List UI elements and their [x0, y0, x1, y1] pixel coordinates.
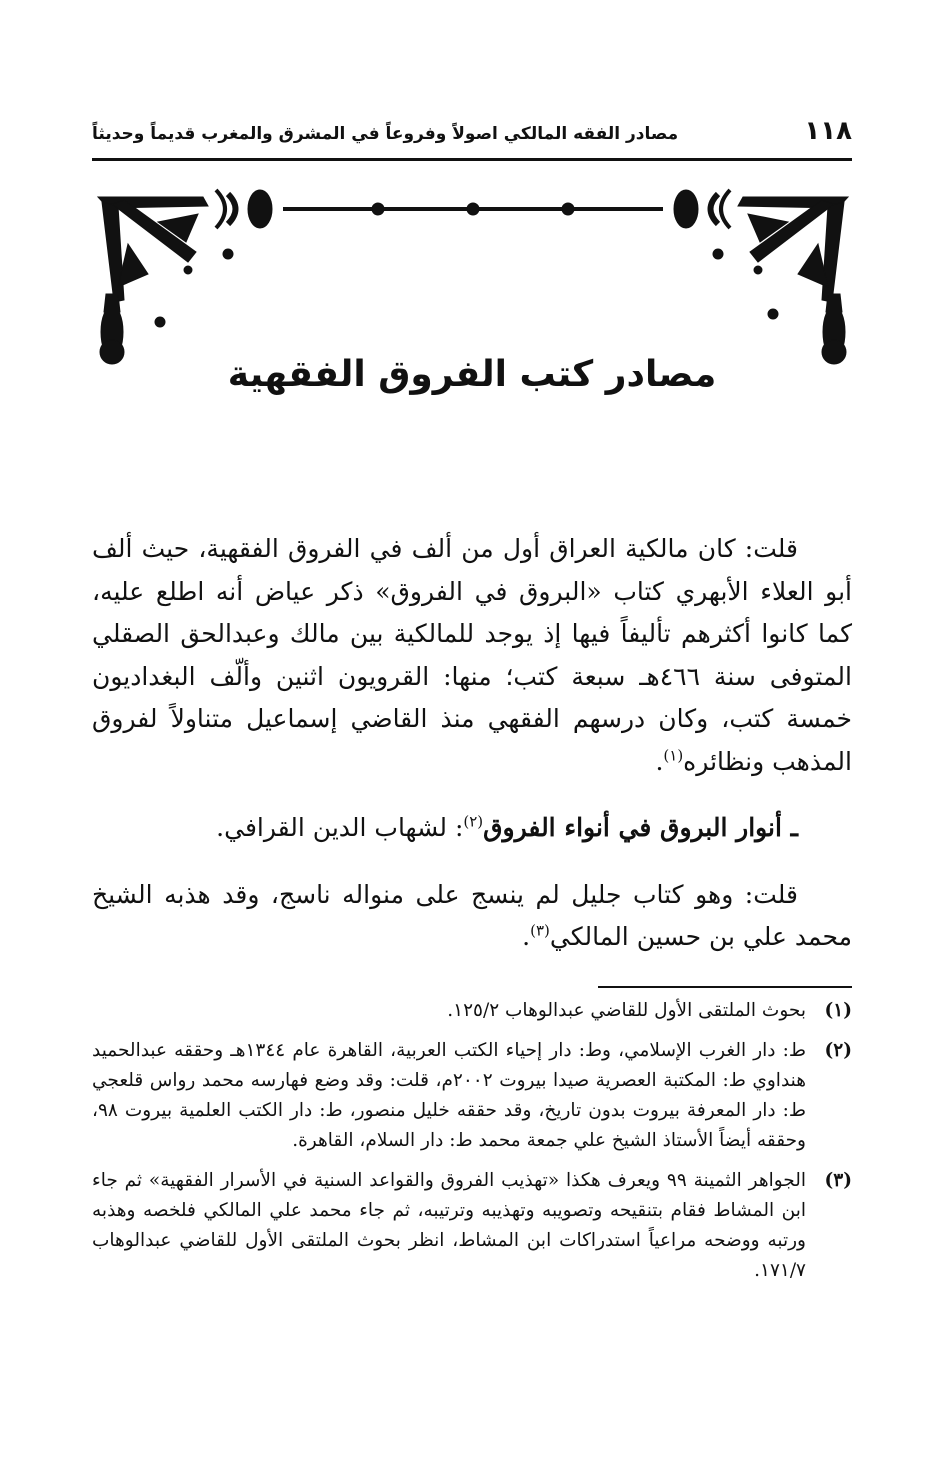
- footnote: [92, 1166, 852, 1286]
- paragraph-1-end: .: [655, 746, 664, 776]
- header-rule: [92, 158, 852, 161]
- footnote-text: الجواهر الثمينة ٩٩ ويعرف هكذا «تهذيب الفروق والقواعد السنية في الأسرار الفقهية» ثم جاء ابن المشاط فقام بتنقيحه وتصويبه وتهذيبه وترتيبه، ثم جاء محمد علي المالكي فلخصه وهذبه ورتبه ووضحه مراعياً استدراكات ابن المشاط، انظر بحوث الملتقى الأول للقاضي عبدالوهاب ١٧١/٧.: [92, 1170, 806, 1281]
- footnote-rule: [598, 986, 852, 988]
- paragraph-2-end: .: [522, 922, 531, 951]
- footnote: [92, 1036, 852, 1156]
- book-title: ـ أنوار البروق في أنواء الفروق: [483, 813, 798, 842]
- footnote-ref-2: (٢): [463, 812, 484, 831]
- footnotes: [92, 996, 852, 1286]
- footnote-ref-1: (١): [663, 746, 684, 765]
- page-number: ١١٨: [804, 116, 852, 146]
- footnote: [92, 996, 852, 1026]
- footnote-number: (٣): [824, 1170, 852, 1191]
- footnote-ref-3: (٣): [530, 921, 550, 940]
- running-header: [92, 112, 852, 158]
- running-title: مصادر الفقه المالكي اصولاً وفروعاً في المشرق والمغرب قديماً وحديثاً: [92, 124, 679, 144]
- paragraph-2: [92, 874, 852, 959]
- book-entry: [92, 807, 852, 850]
- footnote-text: ط: دار الغرب الإسلامي، وط: دار إحياء الكتب العربية، القاهرة عام ١٣٤٤هـ وحققه عبدالحميد هنداوي ط: المكتبة العصرية صيدا بيروت ٢٠٠٢م، قلت: وقد وضع فهارسه محمد رواس قلعجي ط: دار المعرفة بيروت بدون تاريخ، وقد حققه خليل منصور، ط: دار الكتب العلمية بيروت ٩٨، وحققه أيضاً الأستاذ الشيخ علي جمعة محمد ط: دار السلام، القاهرة.: [92, 1040, 806, 1151]
- paragraph-1: [92, 528, 852, 783]
- book-author: : لشهاب الدين القرافي.: [216, 813, 464, 842]
- footnote-number: (٢): [824, 1040, 852, 1061]
- main-text: [92, 528, 852, 959]
- footnote-text: بحوث الملتقى الأول للقاضي عبدالوهاب ١٢٥/٢.: [447, 1000, 806, 1021]
- footnote-number: (١): [824, 1000, 852, 1021]
- paragraph-2-text: قلت: وهو كتاب جليل لم ينسج على منواله ناسج، وقد هذبه الشيخ محمد علي بن حسين المالكي: [92, 879, 852, 951]
- section-title: مصادر كتب الفروق الفقهية: [227, 354, 717, 395]
- paragraph-1-text: قلت: كان مالكية العراق أول من ألف في الفروق الفقهية، حيث ألف أبو العلاء الأبهري كتاب «البروق في الفروق» ذكر عياض أنه اطلع عليه، كما كانوا أكثرهم تأليفاً فيها إذ يوجد للمالكية بين مالك وعبدالحق الصقلي المتوفى سنة ٤٦٦هـ سبعة كتب؛ منها: القرويون اثنين وألّف البغداديون خمسة كتب، وكان درسهم الفقهي منذ القاضي إسماعيل متناولاً لفروق المذهب ونظائره: [92, 534, 852, 776]
- decorative-ornament: [88, 182, 858, 372]
